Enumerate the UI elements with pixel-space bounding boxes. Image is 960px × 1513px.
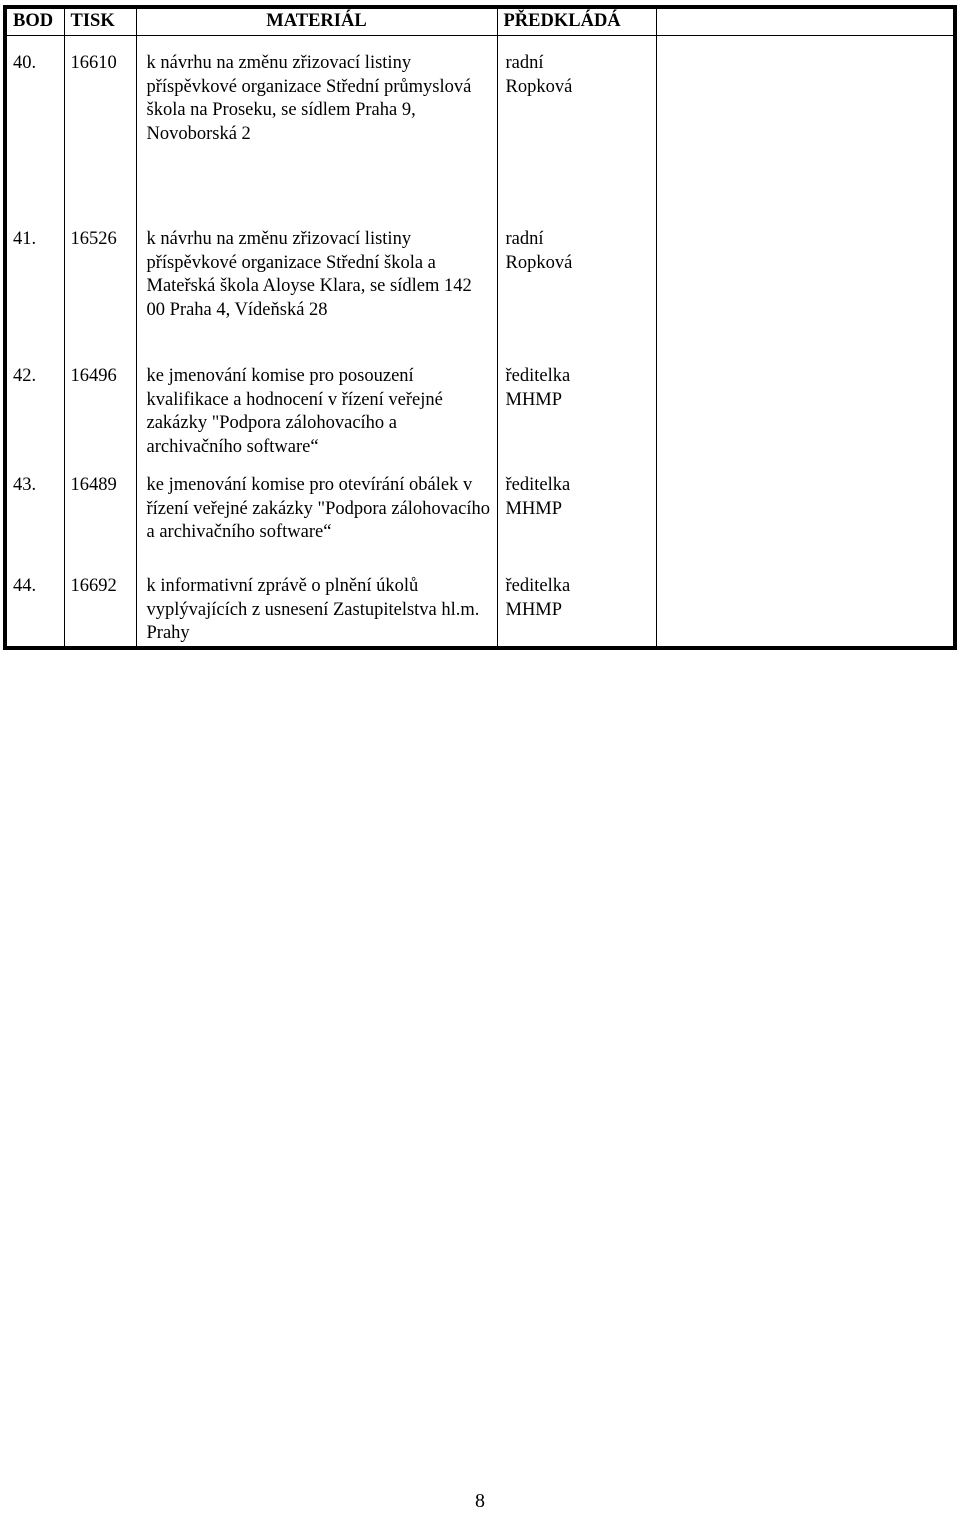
cell-tisk: 16526 [64,220,136,349]
cell-tisk: 16692 [64,567,136,648]
cell-extra [656,567,955,648]
cell-bod: 44. [5,567,64,648]
predklada-name: MHMP [505,389,563,410]
cell-tisk: 16610 [64,36,136,221]
page-number: 8 [475,1490,485,1512]
table-row [5,567,955,648]
cell-tisk: 16489 [64,466,136,567]
agenda-table [3,5,957,650]
cell-bod: 43. [5,466,64,567]
cell-predklada [497,349,656,466]
predklada-name: MHMP [505,498,563,519]
cell-material: ke jmenování komise pro posouzení kvalifikace a hodnocení v řízení veřejné zakázky "Podpora zálohovacího a archivačního software“ [136,349,497,466]
cell-tisk: 16496 [64,349,136,466]
cell-predklada [497,36,656,221]
predklada-name: MHMP [505,599,563,620]
header-extra [656,7,955,36]
predklada-role: ředitelka [505,475,571,495]
table-row [5,349,955,466]
predklada-role: ředitelka [505,366,571,386]
cell-extra [656,466,955,567]
cell-material: k návrhu na změnu zřizovací listiny příspěvkové organizace Střední škola a Mateřská škola Aloyse Klara, se sídlem 142 00 Praha 4, Vídeňská 28 [136,220,497,349]
cell-bod: 42. [5,349,64,466]
cell-material: ke jmenování komise pro otevírání obálek v řízení veřejné zakázky "Podpora zálohovacího a archivačního software“ [136,466,497,567]
cell-extra [656,220,955,349]
table-row [5,36,955,221]
predklada-role: radní [505,53,544,73]
header-material: MATERIÁL [136,7,497,36]
predklada-role: ředitelka [505,576,571,596]
cell-material: k informativní zprávě o plnění úkolů vyplývajících z usnesení Zastupitelstva hl.m. Prahy [136,567,497,648]
cell-extra [656,349,955,466]
predklada-name: Ropková [505,76,573,97]
predklada-role: radní [505,229,544,249]
cell-predklada [497,466,656,567]
table-row [5,220,955,349]
table-header-row [5,7,955,36]
predklada-name: Ropková [505,252,573,273]
table-row [5,466,955,567]
header-tisk: TISK [64,7,136,36]
cell-extra [656,36,955,221]
header-predklada: PŘEDKLÁDÁ [497,7,656,36]
cell-predklada [497,567,656,648]
header-bod: BOD [5,7,64,36]
cell-material: k návrhu na změnu zřizovací listiny příspěvkové organizace Střední průmyslová škola na Proseku, se sídlem Praha 9, Novoborská 2 [136,36,497,221]
cell-predklada [497,220,656,349]
cell-bod: 41. [5,220,64,349]
cell-bod: 40. [5,36,64,221]
